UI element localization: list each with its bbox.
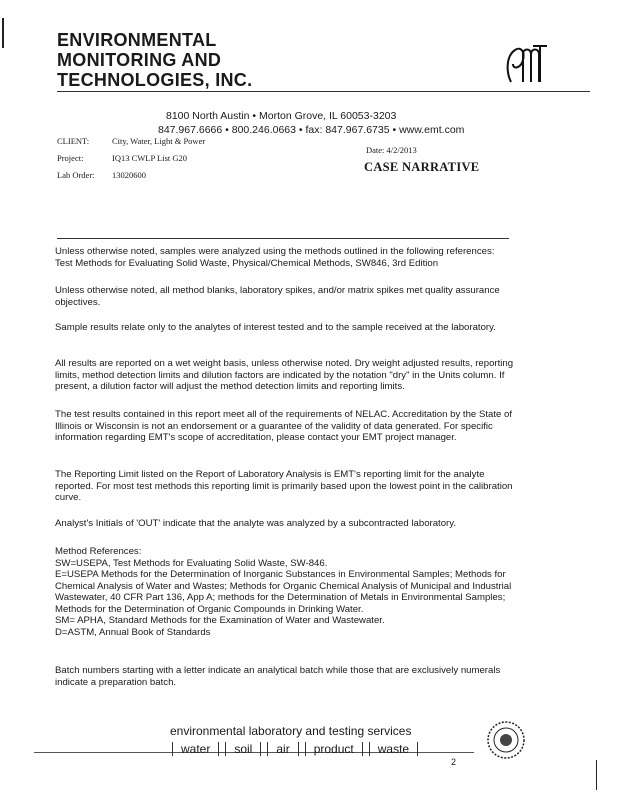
date-label: Date: bbox=[366, 145, 385, 155]
laborder-label: Lab Order: bbox=[57, 170, 95, 180]
client-row bbox=[57, 136, 205, 146]
project-label: Project: bbox=[57, 153, 84, 163]
paragraph: All results are reported on a wet weight basis, unless otherwise noted. Dry weight adjusted results, reporting limits, method detection limits and dilution factors are indicated by the notation "dry" in the Units column. If present, a dilution factor will adjust the method detection limits and reporting limits. bbox=[55, 358, 514, 392]
company-contact: 847.967.6666 • 800.246.0663 • fax: 847.967.6735 • www.emt.com bbox=[158, 124, 465, 136]
scan-edge-mark bbox=[2, 18, 4, 48]
paragraph: The Reporting Limit listed on the Report of Laboratory Analysis is EMT's reporting limit for the analyte reported. For most test methods this reporting limit is primarily based upon the lowest point in the calibration curve. bbox=[55, 469, 513, 503]
paragraph: Batch numbers starting with a letter indicate an analytical batch while those that are exclusively numerals indicate a preparation batch. bbox=[55, 665, 501, 688]
narrative-paragraph-9 bbox=[55, 665, 525, 688]
accreditation-seal-icon bbox=[486, 720, 526, 760]
date-row bbox=[366, 145, 417, 155]
service-water: water bbox=[172, 742, 219, 756]
company-address: 8100 North Austin • Morton Grove, IL 60053-3203 bbox=[166, 110, 397, 122]
project-value: IQ13 CWLP List G20 bbox=[112, 153, 188, 163]
service-air: air bbox=[267, 742, 298, 756]
date-value: 4/2/2013 bbox=[386, 145, 417, 155]
paragraph: Unless otherwise noted, samples were analyzed using the methods outlined in the following references: Test Methods for Evaluating Solid Waste, Physical/Chemical Methods, SW846, 3rd Edition bbox=[55, 246, 495, 269]
company-name-line1: ENVIRONMENTAL bbox=[57, 30, 217, 50]
narrative-paragraph-5 bbox=[55, 409, 525, 444]
narrative-paragraph-6 bbox=[55, 469, 525, 504]
narrative-paragraph-4 bbox=[55, 358, 525, 393]
project-row bbox=[57, 153, 187, 163]
laborder-row bbox=[57, 170, 146, 180]
paragraph: Analyst's Initials of 'OUT' indicate that the analyte was analyzed by a subcontracted laboratory. bbox=[55, 518, 457, 529]
narrative-paragraph-1 bbox=[55, 246, 525, 269]
narrative-paragraph-2 bbox=[55, 285, 525, 308]
paragraph: The test results contained in this report meet all of the requirements of NELAC. Accreditation by the State of Illinois or Wisconsin is not an endorsement or a guarantee of the validity of data generated. For specific information regarding EMT's scope of accreditation, please contact your EMT project manager. bbox=[55, 409, 513, 443]
method-references bbox=[55, 546, 525, 638]
narrative-paragraph-3 bbox=[55, 322, 525, 334]
paragraph: Sample results relate only to the analytes of interest tested and to the sample received at the laboratory. bbox=[55, 322, 496, 333]
client-value: City, Water, Light & Power bbox=[112, 136, 206, 146]
service-soil: soil bbox=[225, 742, 261, 756]
service-waste: waste bbox=[369, 742, 418, 756]
paragraph: Method References: SW=USEPA, Test Methods for Evaluating Solid Waste, SW-846. E=USEPA Methods for the Determination of Inorganic Substances in Environmental Samples; Methods for Chemical Analysis of Water and Wastes; Methods for Organic Chemical Analysis of Municipal and Industrial Wastewater, 40 CFR Part 136, App A; methods for the Determination of Metals in Environmental Samples; Methods for the Determination of Organic Compounds in Drinking Water. SM= APHA, Standard Methods for the Examination of Water and Wastewater. D=ASTM, Annual Book of Standards bbox=[55, 546, 512, 638]
narrative-paragraph-7 bbox=[55, 518, 525, 530]
header-rule bbox=[57, 91, 590, 92]
footer-tagline: environmental laboratory and testing services bbox=[170, 724, 412, 738]
service-product: product bbox=[305, 742, 363, 756]
company-name bbox=[57, 30, 252, 90]
client-label: CLIENT: bbox=[57, 136, 90, 146]
page-number: 2 bbox=[451, 757, 457, 767]
footer-services bbox=[172, 742, 424, 756]
company-name-line3: TECHNOLOGIES, INC. bbox=[57, 70, 253, 90]
scan-edge-mark-bottom bbox=[596, 760, 597, 790]
body-top-rule bbox=[57, 238, 509, 239]
case-narrative-title: CASE NARRATIVE bbox=[364, 160, 480, 174]
laborder-value: 13020600 bbox=[112, 170, 146, 180]
company-name-line2: MONITORING AND bbox=[57, 50, 222, 70]
paragraph: Unless otherwise noted, all method blanks, laboratory spikes, and/or matrix spikes met quality assurance objectives. bbox=[55, 285, 500, 308]
emt-logo-icon bbox=[503, 42, 549, 88]
